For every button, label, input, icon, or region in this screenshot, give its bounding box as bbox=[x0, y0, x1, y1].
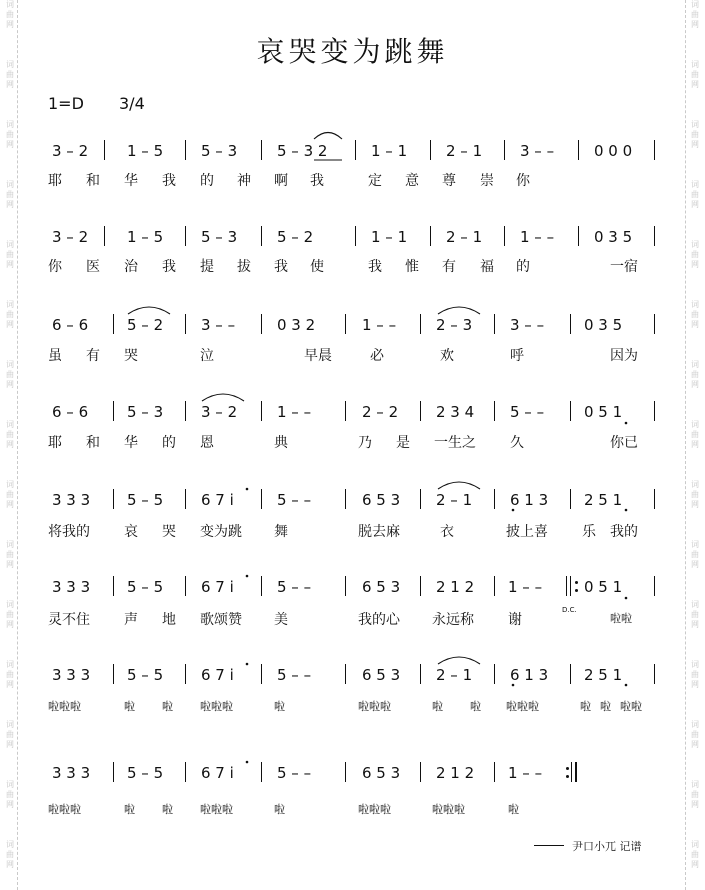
measure-notes: 1 – – bbox=[362, 316, 397, 334]
measure-notes: 5 – – bbox=[277, 491, 312, 509]
lyric: 虽 bbox=[48, 348, 62, 364]
octave-dot bbox=[246, 663, 249, 666]
measure-notes: 6 – 6 bbox=[52, 316, 89, 334]
measure-notes: 1 – 5 bbox=[127, 142, 164, 160]
watermark-mark: 词 曲 网 bbox=[691, 240, 699, 269]
watermark-mark: 词 曲 网 bbox=[691, 60, 699, 89]
lyric: 啦 bbox=[274, 700, 285, 713]
watermark-mark: 词 曲 网 bbox=[691, 840, 699, 869]
measure-notes: 6 5 3 bbox=[362, 578, 401, 596]
lyric: 有 bbox=[442, 259, 456, 275]
lyric: 必 bbox=[370, 348, 384, 364]
lyric: 啦啦啦 bbox=[48, 700, 81, 713]
lyric: 你 bbox=[516, 173, 530, 189]
slur bbox=[128, 307, 170, 314]
watermark-mark: 词 曲 网 bbox=[6, 540, 14, 569]
lyric: 我 bbox=[310, 173, 324, 189]
transcriber-credit: 尹口小兀 记谱 bbox=[572, 840, 642, 853]
measure-notes: 0 3 5 bbox=[594, 228, 633, 246]
octave-dot bbox=[625, 684, 628, 687]
lyric: 啦 bbox=[470, 700, 481, 713]
octave-dot bbox=[246, 488, 249, 491]
measure-notes: 2 5 1 bbox=[584, 666, 623, 684]
lyric: 啦 bbox=[600, 700, 611, 713]
lyric: 是 bbox=[396, 435, 410, 451]
watermark-mark: 词 曲 网 bbox=[6, 120, 14, 149]
watermark-mark: 词 曲 网 bbox=[6, 180, 14, 209]
measure-notes: 3 – – bbox=[201, 316, 236, 334]
lyric: 意 bbox=[405, 173, 419, 189]
measure-notes: 3 – 2 bbox=[201, 403, 238, 421]
key-signature: 1=D bbox=[48, 94, 84, 113]
lyric: 变为跳 bbox=[200, 524, 242, 540]
measure-notes: 3 – 2 bbox=[52, 142, 89, 160]
lyric: 美 bbox=[274, 612, 288, 628]
slur bbox=[314, 133, 342, 140]
lyric: 拔 bbox=[237, 259, 251, 275]
measure-notes: 0 5 1 bbox=[584, 578, 623, 596]
lyric: 地 bbox=[162, 612, 176, 628]
lyric: 一宿 bbox=[610, 259, 638, 275]
lyric: 啦啦啦 bbox=[48, 803, 81, 816]
lyric: 啦啦啦 bbox=[200, 803, 233, 816]
lyric: 啦 bbox=[580, 700, 591, 713]
watermark-mark: 词 曲 网 bbox=[691, 120, 699, 149]
lyric: 啊 bbox=[274, 173, 288, 189]
measure-notes: 0 3 2 bbox=[277, 316, 316, 334]
lyric: 我 bbox=[274, 259, 288, 275]
lyric: 的 bbox=[516, 259, 530, 275]
lyric: 惟 bbox=[405, 259, 419, 275]
lyric: 哀 bbox=[124, 524, 138, 540]
lyric: 的 bbox=[200, 173, 214, 189]
measure-notes: 6 5 3 bbox=[362, 491, 401, 509]
lyric: 耶 bbox=[48, 435, 62, 451]
measure-notes: 6 1 3 bbox=[510, 666, 549, 684]
lyric: 医 bbox=[86, 259, 100, 275]
watermark-mark: 词 曲 网 bbox=[6, 720, 14, 749]
measure-notes: 2 3 4 bbox=[436, 403, 475, 421]
measure-notes: 6 5 3 bbox=[362, 666, 401, 684]
measure-notes: 1 – 1 bbox=[371, 228, 408, 246]
measure-notes: 5 – 3 bbox=[127, 403, 164, 421]
lyric: 永远称 bbox=[432, 612, 474, 628]
measure-notes: 2 – 1 bbox=[436, 666, 473, 684]
measure-notes: 1 – – bbox=[508, 578, 543, 596]
measure-notes: 5 – 5 bbox=[127, 666, 164, 684]
measure-notes: 1 – – bbox=[508, 764, 543, 782]
lyric: 啦 bbox=[432, 700, 443, 713]
lyric: 恩 bbox=[200, 435, 214, 451]
lyric: 华 bbox=[124, 173, 138, 189]
lyric: 典 bbox=[274, 435, 288, 451]
watermark-mark: 词 曲 网 bbox=[691, 600, 699, 629]
lyric: 啦啦啦 bbox=[200, 700, 233, 713]
measure-notes: 5 – 2 bbox=[127, 316, 164, 334]
lyric: 福 bbox=[480, 259, 494, 275]
measure-notes: 5 – – bbox=[510, 403, 545, 421]
lyric: 提 bbox=[200, 259, 214, 275]
measure-notes: 3 – 2 bbox=[52, 228, 89, 246]
measure-notes: 1 – – bbox=[520, 228, 555, 246]
slur bbox=[202, 394, 244, 401]
lyric: 声 bbox=[124, 612, 138, 628]
watermark-mark: 词 曲 网 bbox=[6, 300, 14, 329]
lyric: 啦 bbox=[162, 700, 173, 713]
measure-notes: 2 1 2 bbox=[436, 578, 475, 596]
measure-notes: 6 7 i bbox=[201, 666, 234, 684]
measure-notes: 3 3 3 bbox=[52, 491, 91, 509]
lyric: 我 bbox=[368, 259, 382, 275]
watermark-mark: 词 曲 网 bbox=[691, 660, 699, 689]
lyric: 神 bbox=[237, 173, 251, 189]
measure-notes: 5 – – bbox=[277, 666, 312, 684]
measure-notes: 6 – 6 bbox=[52, 403, 89, 421]
lyric: 崇 bbox=[480, 173, 494, 189]
lyric: 我 bbox=[162, 173, 176, 189]
measure-notes: 0 0 0 bbox=[594, 142, 633, 160]
measure-notes: 2 – 1 bbox=[436, 491, 473, 509]
lyric: 脱去麻 bbox=[358, 524, 400, 540]
measure-notes: 1 – 5 bbox=[127, 228, 164, 246]
measure-notes: 2 – 1 bbox=[446, 142, 483, 160]
lyric: 啦啦 bbox=[610, 612, 632, 625]
lyric: 啦 bbox=[124, 700, 135, 713]
measure-notes: 5 – 3 2 bbox=[277, 142, 328, 160]
watermark-mark: 词 曲 网 bbox=[6, 420, 14, 449]
watermark-mark: 词 曲 网 bbox=[6, 240, 14, 269]
lyric: 啦啦 bbox=[620, 700, 642, 713]
lyric: 我 bbox=[162, 259, 176, 275]
watermark-mark: 词 曲 网 bbox=[691, 780, 699, 809]
lyric: 使 bbox=[310, 259, 324, 275]
lyric: 你已 bbox=[610, 435, 638, 451]
watermark-mark: 词 曲 网 bbox=[6, 780, 14, 809]
watermark-mark: 词 曲 网 bbox=[6, 60, 14, 89]
lyric: 尊 bbox=[442, 173, 456, 189]
lyric: 早晨 bbox=[304, 348, 332, 364]
lyric: 泣 bbox=[200, 348, 214, 364]
octave-dot bbox=[246, 575, 249, 578]
watermark-mark: 词 曲 网 bbox=[6, 840, 14, 869]
watermark-mark: 词 曲 网 bbox=[6, 360, 14, 389]
octave-dot bbox=[512, 684, 515, 687]
measure-notes: 5 – 2 bbox=[277, 228, 314, 246]
measure-notes: 6 7 i bbox=[201, 578, 234, 596]
watermark-mark: 词 曲 网 bbox=[6, 660, 14, 689]
lyric: 衣 bbox=[440, 524, 454, 540]
lyric: 灵不住 bbox=[48, 612, 90, 628]
watermark-mark: 词 曲 网 bbox=[691, 300, 699, 329]
credit-dash bbox=[534, 845, 564, 846]
page-title: 哀哭变为跳舞 bbox=[256, 35, 449, 68]
measure-notes: 2 – 3 bbox=[436, 316, 473, 334]
watermark-mark: 词 曲 网 bbox=[691, 360, 699, 389]
measure-notes: 2 1 2 bbox=[436, 764, 475, 782]
measure-notes: 6 7 i bbox=[201, 491, 234, 509]
lyric: 啦啦啦 bbox=[432, 803, 465, 816]
lyric: 将我的 bbox=[48, 524, 90, 540]
time-signature: 3/4 bbox=[119, 94, 145, 113]
measure-notes: 5 – 3 bbox=[201, 142, 238, 160]
lyric: 乐 bbox=[582, 524, 596, 540]
octave-dot bbox=[246, 761, 249, 764]
lyric: 啦 bbox=[162, 803, 173, 816]
lyric: 歌颂赞 bbox=[200, 612, 242, 628]
lyric: 你 bbox=[48, 259, 62, 275]
octave-dot bbox=[625, 509, 628, 512]
slur bbox=[438, 657, 480, 664]
lyric: 我的 bbox=[610, 524, 638, 540]
measure-notes: 3 3 3 bbox=[52, 578, 91, 596]
da-capo-mark: D.C. bbox=[562, 606, 577, 614]
lyric: 定 bbox=[368, 173, 382, 189]
measure-notes: 5 – – bbox=[277, 764, 312, 782]
measure-notes: 1 – – bbox=[277, 403, 312, 421]
octave-dot bbox=[625, 422, 628, 425]
lyric: 我的心 bbox=[358, 612, 400, 628]
octave-dot bbox=[625, 597, 628, 600]
watermark-mark: 词 曲 网 bbox=[691, 0, 699, 29]
measure-notes: 6 1 3 bbox=[510, 491, 549, 509]
measure-notes: 5 – 3 bbox=[201, 228, 238, 246]
lyric: 啦啦啦 bbox=[358, 803, 391, 816]
lyric: 一生之 bbox=[434, 435, 476, 451]
lyric: 华 bbox=[124, 435, 138, 451]
lyric: 啦 bbox=[508, 803, 519, 816]
watermark-mark: 词 曲 网 bbox=[691, 420, 699, 449]
lyric: 披上喜 bbox=[506, 524, 548, 540]
measure-notes: 6 7 i bbox=[201, 764, 234, 782]
lyric: 乃 bbox=[358, 435, 372, 451]
measure-notes: 0 3 5 bbox=[584, 316, 623, 334]
watermark-mark: 词 曲 网 bbox=[6, 600, 14, 629]
lyric: 和 bbox=[86, 173, 100, 189]
watermark-mark: 词 曲 网 bbox=[6, 0, 14, 29]
measure-notes: 3 – – bbox=[520, 142, 555, 160]
lyric: 有 bbox=[86, 348, 100, 364]
measure-notes: 1 – 1 bbox=[371, 142, 408, 160]
measure-notes: 5 – 5 bbox=[127, 764, 164, 782]
measure-notes: 2 – 1 bbox=[446, 228, 483, 246]
lyric: 因为 bbox=[610, 348, 638, 364]
lyric: 哭 bbox=[124, 348, 138, 364]
measure-notes: 3 3 3 bbox=[52, 764, 91, 782]
measure-notes: 3 – – bbox=[510, 316, 545, 334]
watermark-mark: 词 曲 网 bbox=[691, 540, 699, 569]
slur bbox=[438, 482, 480, 489]
octave-dot bbox=[512, 509, 515, 512]
lyric: 哭 bbox=[162, 524, 176, 540]
lyric: 啦啦啦 bbox=[506, 700, 539, 713]
measure-notes: 6 5 3 bbox=[362, 764, 401, 782]
lyric: 啦啦啦 bbox=[358, 700, 391, 713]
measure-notes: 3 3 3 bbox=[52, 666, 91, 684]
lyric: 和 bbox=[86, 435, 100, 451]
watermark-mark: 词 曲 网 bbox=[691, 180, 699, 209]
measure-notes: 2 5 1 bbox=[584, 491, 623, 509]
lyric: 呼 bbox=[510, 348, 524, 364]
measure-notes: 5 – 5 bbox=[127, 491, 164, 509]
lyric: 啦 bbox=[124, 803, 135, 816]
lyric: 谢 bbox=[508, 612, 522, 628]
lyric: 啦 bbox=[274, 803, 285, 816]
measure-notes: 2 – 2 bbox=[362, 403, 399, 421]
watermark-mark: 词 曲 网 bbox=[691, 720, 699, 749]
lyric: 舞 bbox=[274, 524, 288, 540]
lyric: 欢 bbox=[440, 348, 454, 364]
lyric: 耶 bbox=[48, 173, 62, 189]
watermark-mark: 词 曲 网 bbox=[691, 480, 699, 509]
lyric: 久 bbox=[510, 435, 524, 451]
measure-notes: 5 – 5 bbox=[127, 578, 164, 596]
slur bbox=[438, 307, 480, 314]
measure-notes: 5 – – bbox=[277, 578, 312, 596]
lyric: 的 bbox=[162, 435, 176, 451]
lyric: 治 bbox=[124, 259, 138, 275]
watermark-mark: 词 曲 网 bbox=[6, 480, 14, 509]
measure-notes: 0 5 1 bbox=[584, 403, 623, 421]
